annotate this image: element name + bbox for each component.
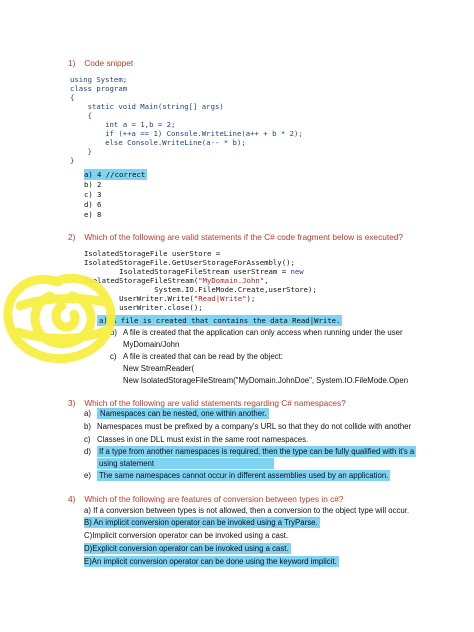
q4-option-c: C)Implicit conversion operator can be invoked using a cast. — [84, 531, 289, 540]
q4-option-b: B) An implicit conversion operator can be invoked using a TryParse. — [84, 518, 318, 527]
code-line: IsolatedStorageFile userStore = — [84, 249, 221, 258]
q2-option-c: c) A file is created that can be read by the object: — [110, 352, 283, 361]
q2-option-c-cont1: New StreamReader( — [123, 364, 195, 373]
yellow-scribble-annotation — [0, 262, 130, 372]
code-line: else Console.WriteLine(a-- * b); — [70, 138, 246, 147]
q1-title: Code snippet — [84, 58, 134, 68]
code-line: } — [70, 147, 92, 156]
code-line: class program — [70, 84, 128, 93]
q3-option-e: e) The same namespaces cannot occur in different assemblies used by an application. — [84, 471, 389, 480]
q3-number: 3) — [68, 398, 76, 408]
q2-title: Which of the following are valid statements if the C# code fragment below is executed? — [84, 232, 403, 242]
q1-number: 1) — [68, 58, 76, 68]
q2-option-b-cont: MyDomain/John — [123, 340, 180, 349]
q1-option-b: b) 2 — [84, 180, 102, 189]
q4-heading — [68, 494, 344, 504]
code-line: IsolatedStorageFile.GetUserStorageForAssembly(); — [84, 258, 295, 267]
code-line: System.IO.FileMode.Create,userStore); — [84, 285, 317, 294]
q1-option-d: d) 6 — [84, 200, 102, 209]
q3-option-a: a) Namespaces can be nested, one within another. — [84, 410, 394, 418]
q1-option-c: c) 3 — [84, 190, 102, 199]
q2-option-c-cont2: New IsolatedStorageFileStream("MyDomain.JohnDoe", System.IO.FileMode.Open — [123, 376, 409, 385]
q2-heading — [68, 232, 403, 242]
q4-option-a: a) If a conversion between types is not allowed, then a conversion to the object type will occur. — [84, 506, 410, 515]
q3-option-b: b) Namespaces must be prefixed by a company's URL so that they do not collide with another — [84, 422, 412, 431]
code-line: { — [70, 93, 75, 102]
code-line: IsolatedStorageFileStream userStream = new — [84, 267, 304, 276]
q3-title: Which of the following are valid statements regarding C# namespaces? — [84, 398, 346, 408]
code-line: static void Main(string[] args) — [70, 102, 224, 111]
code-line: IsolatedStorageFileStream("MyDomain.John", — [84, 276, 269, 285]
q1-heading — [68, 58, 133, 68]
code-line: if (++a == 1) Console.WriteLine(a++ + b * 2); — [70, 129, 303, 138]
q4-title: Which of the following are features of conversion between types in c#? — [84, 494, 344, 504]
q4-number: 4) — [68, 494, 76, 504]
q1-option-e: e) 8 — [84, 210, 102, 219]
q3-heading — [68, 398, 346, 408]
code-line: } — [70, 156, 75, 165]
q4-option-e: E)An implicit conversion operator can be done using the keyword implicit. — [84, 557, 337, 566]
code-line: UserWriter.Write("Read|Write"); — [84, 294, 256, 303]
code-line: int a = 1,b = 2; — [70, 120, 176, 129]
q3-option-d-cont: using statement — [97, 460, 274, 468]
code-line: { — [70, 111, 92, 120]
code-line: using System; — [70, 75, 128, 84]
q1-option-a: a) 4 //correct — [84, 170, 146, 179]
q3-option-c: c) Classes in one DLL must exist in the same root namespaces. — [84, 435, 309, 444]
q2-option-a: a) A file is created that contains the data Read|Write. — [99, 316, 341, 325]
code-line: userWriter.close(); — [84, 303, 203, 312]
q4-option-d: D)Explicit conversion operator can be invoked using a cast. — [84, 544, 289, 553]
q2-number: 2) — [68, 232, 76, 242]
q2-option-b: b) A file is created that the application can only access when running under the user — [110, 328, 403, 337]
q3-option-d: d) If a type from another namespaces is required, then the type can be fully qualified with it's a — [84, 447, 415, 456]
